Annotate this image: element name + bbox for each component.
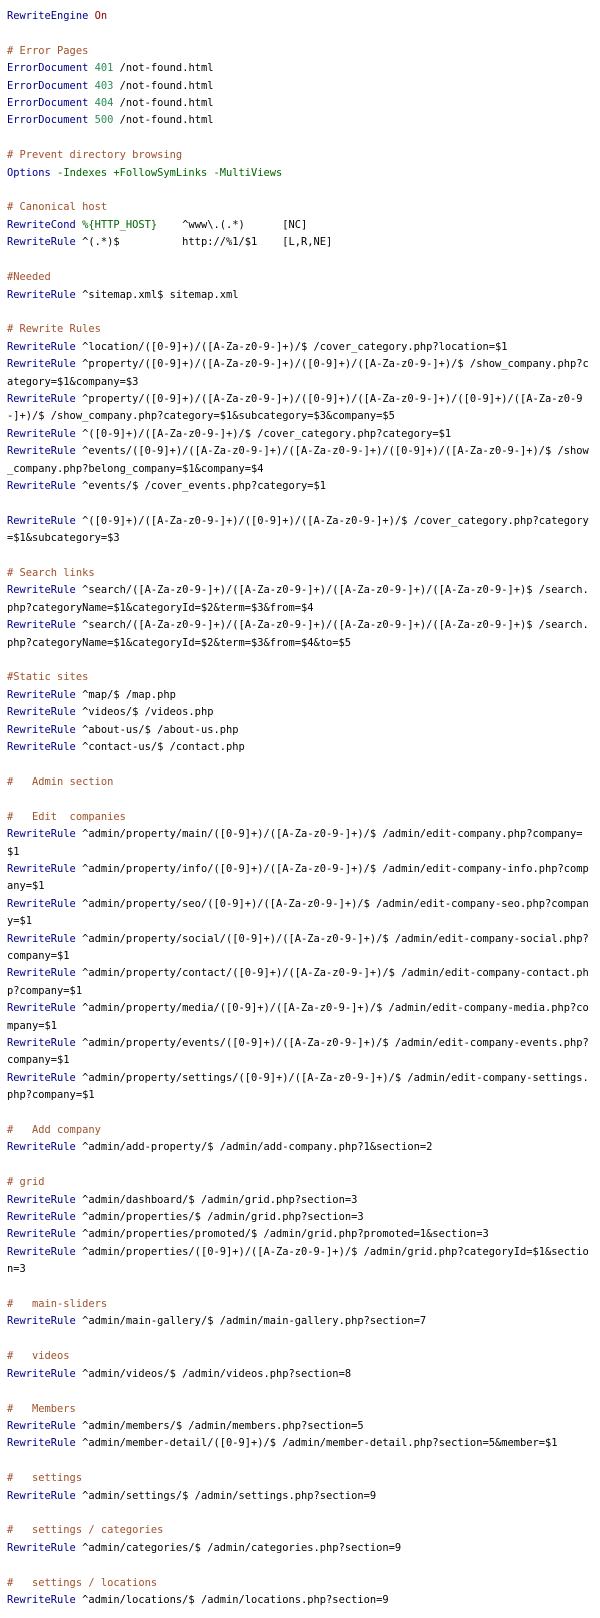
- token-directive: RewriteRule: [7, 1315, 76, 1328]
- token-text: /not-found.html: [113, 62, 214, 75]
- token-directive: ErrorDocument: [7, 114, 89, 127]
- code-line: [7, 165, 593, 182]
- token-directive: RewriteRule: [7, 1071, 76, 1084]
- token-text: ^admin/add-property/$ /admin/add-company.php?1&section=2: [75, 1141, 433, 1154]
- blank-line: [7, 1157, 593, 1174]
- token-text: ^admin/property/seo/([0-9]+)/([A-Za-z0-9-]+)/$ /admin/edit-company-seo.php?company=$1: [7, 897, 589, 928]
- blank-line: [7, 25, 593, 42]
- token-status-code: 403: [94, 79, 114, 92]
- code-line: [7, 234, 593, 251]
- token-text: ^about-us/$ /about-us.php: [75, 723, 239, 736]
- blank-line: [7, 652, 593, 669]
- token-directive: ErrorDocument: [7, 62, 89, 75]
- token-status-code: 404: [94, 97, 114, 110]
- blank-line: [7, 182, 593, 199]
- code-line: [7, 1522, 593, 1539]
- token-directive: ErrorDocument: [7, 97, 89, 110]
- token-text: /not-found.html: [113, 97, 214, 110]
- blank-line: [7, 1453, 593, 1470]
- token-directive: RewriteRule: [7, 1036, 76, 1049]
- code-line: [7, 931, 593, 966]
- code-line: [7, 391, 593, 426]
- token-directive: RewriteRule: [7, 514, 76, 527]
- code-line: [7, 669, 593, 686]
- code-line: [7, 1226, 593, 1243]
- code-line: [7, 78, 593, 95]
- token-comment: # Canonical host: [7, 201, 108, 214]
- token-comment: #Static sites: [7, 671, 89, 684]
- token-directive: RewriteRule: [7, 1593, 76, 1606]
- token-status-code: 500: [94, 114, 114, 127]
- token-text: ^videos/$ /videos.php: [75, 706, 214, 719]
- token-comment: # settings / locations: [7, 1576, 158, 1589]
- token-directive: RewriteRule: [7, 1141, 76, 1154]
- token-directive: RewriteRule: [7, 288, 76, 301]
- token-directive: RewriteRule: [7, 967, 76, 980]
- code-line: [7, 1488, 593, 1505]
- token-comment: # main-sliders: [7, 1298, 108, 1311]
- code-line: [7, 1575, 593, 1592]
- token-text: ^admin/categories/$ /admin/categories.php?section=9: [75, 1541, 402, 1554]
- code-line: [7, 426, 593, 443]
- code-line: [7, 1401, 593, 1418]
- token-directive: RewriteRule: [7, 741, 76, 754]
- blank-line: [7, 1383, 593, 1400]
- token-comment: # Edit companies: [7, 810, 126, 823]
- code-line: [7, 339, 593, 356]
- token-directive: RewriteCond: [7, 218, 76, 231]
- code-line: [7, 774, 593, 791]
- token-directive: Options: [7, 166, 51, 179]
- code-line: [7, 704, 593, 721]
- code-line: [7, 826, 593, 861]
- token-directive: RewriteRule: [7, 1419, 76, 1432]
- code-line: [7, 199, 593, 216]
- code-line: [7, 217, 593, 234]
- code-line: [7, 1139, 593, 1156]
- token-text: ^search/([A-Za-z0-9-]+)/([A-Za-z0-9-]+)/([A-Za-z0-9-]+)/([A-Za-z0-9-]+)$ /search.php?categoryName=$1&categoryId=$2&term=$3&from=$4&to=$5: [7, 619, 589, 649]
- code-line: [7, 1174, 593, 1191]
- blank-line: [7, 1557, 593, 1574]
- token-comment: # Members: [7, 1402, 76, 1415]
- blank-line: [7, 1331, 593, 1348]
- code-line: [7, 321, 593, 338]
- token-directive: RewriteRule: [7, 619, 76, 632]
- token-comment: # Rewrite Rules: [7, 323, 101, 336]
- token-directive: RewriteRule: [7, 1193, 76, 1206]
- token-directive: RewriteRule: [7, 445, 76, 458]
- token-text: ^map/$ /map.php: [75, 688, 176, 701]
- blank-line: [7, 756, 593, 773]
- token-directive: RewriteRule: [7, 340, 76, 353]
- code-line: [7, 287, 593, 304]
- code-line: [7, 722, 593, 739]
- token-directive: RewriteRule: [7, 828, 76, 841]
- code-line: [7, 965, 593, 1000]
- token-comment: # Add company: [7, 1124, 101, 1136]
- token-text: ^admin/property/main/([0-9]+)/([A-Za-z0-9-]+)/$ /admin/edit-company.php?company=$1: [7, 828, 583, 858]
- token-directive: RewriteEngine: [7, 10, 89, 22]
- token-directive: RewriteRule: [7, 1437, 76, 1450]
- token-comment: #Needed: [7, 271, 51, 284]
- code-line: [7, 8, 593, 25]
- code-line: [7, 582, 593, 617]
- code-line: [7, 478, 593, 495]
- token-text: ^admin/main-gallery/$ /admin/main-gallery.php?section=7: [75, 1315, 427, 1328]
- token-option-value: -Indexes +FollowSymLinks -MultiViews: [57, 166, 283, 179]
- code-line: [7, 896, 593, 931]
- token-comment: # Prevent directory browsing: [7, 149, 183, 162]
- token-text: ^admin/locations/$ /admin/locations.php?section=9: [75, 1593, 389, 1606]
- code-line: [7, 443, 593, 478]
- token-text: /not-found.html: [113, 79, 214, 92]
- blank-line: [7, 130, 593, 147]
- token-directive: RewriteRule: [7, 1367, 76, 1380]
- token-directive: RewriteRule: [7, 706, 76, 719]
- blank-line: [7, 1505, 593, 1522]
- token-directive: RewriteRule: [7, 723, 76, 736]
- token-text: ^admin/property/settings/([0-9]+)/([A-Za-z0-9-]+)/$ /admin/edit-company-settings.php?company=$1: [7, 1071, 589, 1102]
- token-text: ^admin/properties/([0-9]+)/([A-Za-z0-9-]+)/$ /admin/grid.php?categoryId=$1&section=3: [7, 1245, 589, 1276]
- token-text: ^([0-9]+)/([A-Za-z0-9-]+)/([0-9]+)/([A-Za-z0-9-]+)/$ /cover_category.php?category=$1&subcategory=$3: [7, 514, 589, 545]
- token-option-value: %{HTTP_HOST}: [82, 218, 158, 231]
- code-line: [7, 147, 593, 164]
- code-line: [7, 809, 593, 826]
- token-text: ^admin/dashboard/$ /admin/grid.php?section=3: [75, 1193, 358, 1206]
- code-line: [7, 95, 593, 112]
- token-directive: RewriteRule: [7, 236, 76, 249]
- token-directive: RewriteRule: [7, 392, 76, 405]
- blank-line: [7, 495, 593, 512]
- code-line: [7, 112, 593, 129]
- token-text: ^events/$ /cover_events.php?category=$1: [75, 479, 327, 492]
- token-status-code: 401: [94, 62, 114, 75]
- code-line: [7, 1313, 593, 1330]
- code-line: [7, 1435, 593, 1452]
- token-directive: RewriteRule: [7, 584, 76, 597]
- token-text: ^www\.(.*) [NC]: [157, 218, 308, 231]
- code-line: [7, 1418, 593, 1435]
- token-directive: RewriteRule: [7, 897, 76, 910]
- token-text: ^([0-9]+)/([A-Za-z0-9-]+)/$ /cover_category.php?category=$1: [75, 427, 452, 440]
- token-text: /not-found.html: [113, 114, 214, 127]
- code-line: [7, 739, 593, 756]
- blank-line: [7, 252, 593, 269]
- token-text: ^admin/videos/$ /admin/videos.php?section=8: [75, 1367, 352, 1380]
- token-text: ^location/([0-9]+)/([A-Za-z0-9-]+)/$ /cover_category.php?location=$1: [75, 340, 508, 353]
- token-text: ^property/([0-9]+)/([A-Za-z0-9-]+)/([0-9]+)/([A-Za-z0-9-]+)/$ /show_company.php?category=$1&company=$3: [7, 358, 589, 388]
- token-text: ^admin/member-detail/([0-9]+)/$ /admin/member-detail.php?section=5&member=$1: [75, 1437, 558, 1450]
- blank-line: [7, 304, 593, 321]
- code-line: [7, 1296, 593, 1313]
- code-line: [7, 1209, 593, 1226]
- code-line: [7, 565, 593, 582]
- token-comment: # settings / categories: [7, 1524, 164, 1537]
- token-comment: # Admin section: [7, 775, 114, 788]
- code-line: [7, 60, 593, 77]
- token-text: ^admin/property/events/([0-9]+)/([A-Za-z0-9-]+)/$ /admin/edit-company-events.php?company=$1: [7, 1036, 589, 1067]
- token-text: ^admin/members/$ /admin/members.php?section=5: [75, 1419, 364, 1432]
- token-text: ^admin/property/info/([0-9]+)/([A-Za-z0-9-]+)/$ /admin/edit-company-info.php?company=$1: [7, 862, 589, 893]
- token-text: ^sitemap.xml$ sitemap.xml: [75, 288, 239, 301]
- code-line: [7, 1592, 593, 1609]
- token-directive: RewriteRule: [7, 688, 76, 701]
- code-line: [7, 1000, 593, 1035]
- code-line: [7, 1035, 593, 1070]
- code-line: [7, 1540, 593, 1557]
- code-line: [7, 269, 593, 286]
- token-text: ^(.*)$ http://%1/$1 [L,R,NE]: [75, 236, 333, 249]
- token-directive: RewriteRule: [7, 932, 76, 945]
- token-directive: RewriteRule: [7, 1002, 76, 1015]
- token-comment: # settings: [7, 1472, 83, 1485]
- code-line: [7, 1122, 593, 1139]
- token-text: ^admin/property/media/([0-9]+)/([A-Za-z0-9-]+)/$ /admin/edit-company-media.php?company=$1: [7, 1002, 589, 1032]
- code-line: [7, 1244, 593, 1279]
- code-line: [7, 1348, 593, 1365]
- token-text: ^property/([0-9]+)/([A-Za-z0-9-]+)/([0-9]+)/([A-Za-z0-9-]+)/([0-9]+)/([A-Za-z0-9-]+)/$ /show_company.php?category=$1&subcategory=$3&company=$5: [7, 392, 583, 423]
- code-line: [7, 1192, 593, 1209]
- token-directive: RewriteRule: [7, 1245, 76, 1258]
- code-line: [7, 1070, 593, 1105]
- token-directive: RewriteRule: [7, 862, 76, 875]
- blank-line: [7, 791, 593, 808]
- token-text: ^admin/properties/promoted/$ /admin/grid.php?promoted=1&section=3: [75, 1228, 489, 1241]
- token-comment: # Search links: [7, 567, 95, 579]
- code-line: [7, 356, 593, 391]
- token-directive: RewriteRule: [7, 1228, 76, 1241]
- token-directive: RewriteRule: [7, 479, 76, 492]
- token-comment: # Error Pages: [7, 44, 89, 57]
- code-line: [7, 687, 593, 704]
- token-comment: # grid: [7, 1176, 45, 1189]
- token-text: ^events/([0-9]+)/([A-Za-z0-9-]+)/([A-Za-z0-9-]+)/([0-9]+)/([A-Za-z0-9-]+)/$ /show_company.php?belong_company=$1&company=$4: [7, 445, 589, 475]
- token-text: ^admin/properties/$ /admin/grid.php?section=3: [75, 1211, 364, 1224]
- token-comment: # videos: [7, 1350, 70, 1363]
- blank-line: [7, 548, 593, 565]
- code-line: [7, 1366, 593, 1383]
- code-line: [7, 513, 593, 548]
- code-line: [7, 861, 593, 896]
- token-text: ^admin/property/contact/([0-9]+)/([A-Za-z0-9-]+)/$ /admin/edit-company-contact.php?company=$1: [7, 967, 589, 997]
- token-directive: RewriteRule: [7, 427, 76, 440]
- code-line: [7, 1470, 593, 1487]
- token-directive: RewriteRule: [7, 1211, 76, 1224]
- token-directive: ErrorDocument: [7, 79, 89, 92]
- token-value: On: [94, 10, 108, 22]
- token-directive: RewriteRule: [7, 1541, 76, 1554]
- code-line: [7, 43, 593, 60]
- token-directive: RewriteRule: [7, 1489, 76, 1502]
- token-text: ^admin/property/social/([0-9]+)/([A-Za-z0-9-]+)/$ /admin/edit-company-social.php?company=$1: [7, 932, 589, 962]
- token-directive: RewriteRule: [7, 358, 76, 371]
- blank-line: [7, 1279, 593, 1296]
- token-text: ^contact-us/$ /contact.php: [75, 741, 245, 754]
- code-line: [7, 617, 593, 652]
- token-text: ^search/([A-Za-z0-9-]+)/([A-Za-z0-9-]+)/([A-Za-z0-9-]+)/([A-Za-z0-9-]+)$ /search.php?categoryName=$1&categoryId=$2&term=$3&from=$4: [7, 584, 589, 614]
- token-text: ^admin/settings/$ /admin/settings.php?section=9: [75, 1489, 377, 1502]
- blank-line: [7, 1105, 593, 1122]
